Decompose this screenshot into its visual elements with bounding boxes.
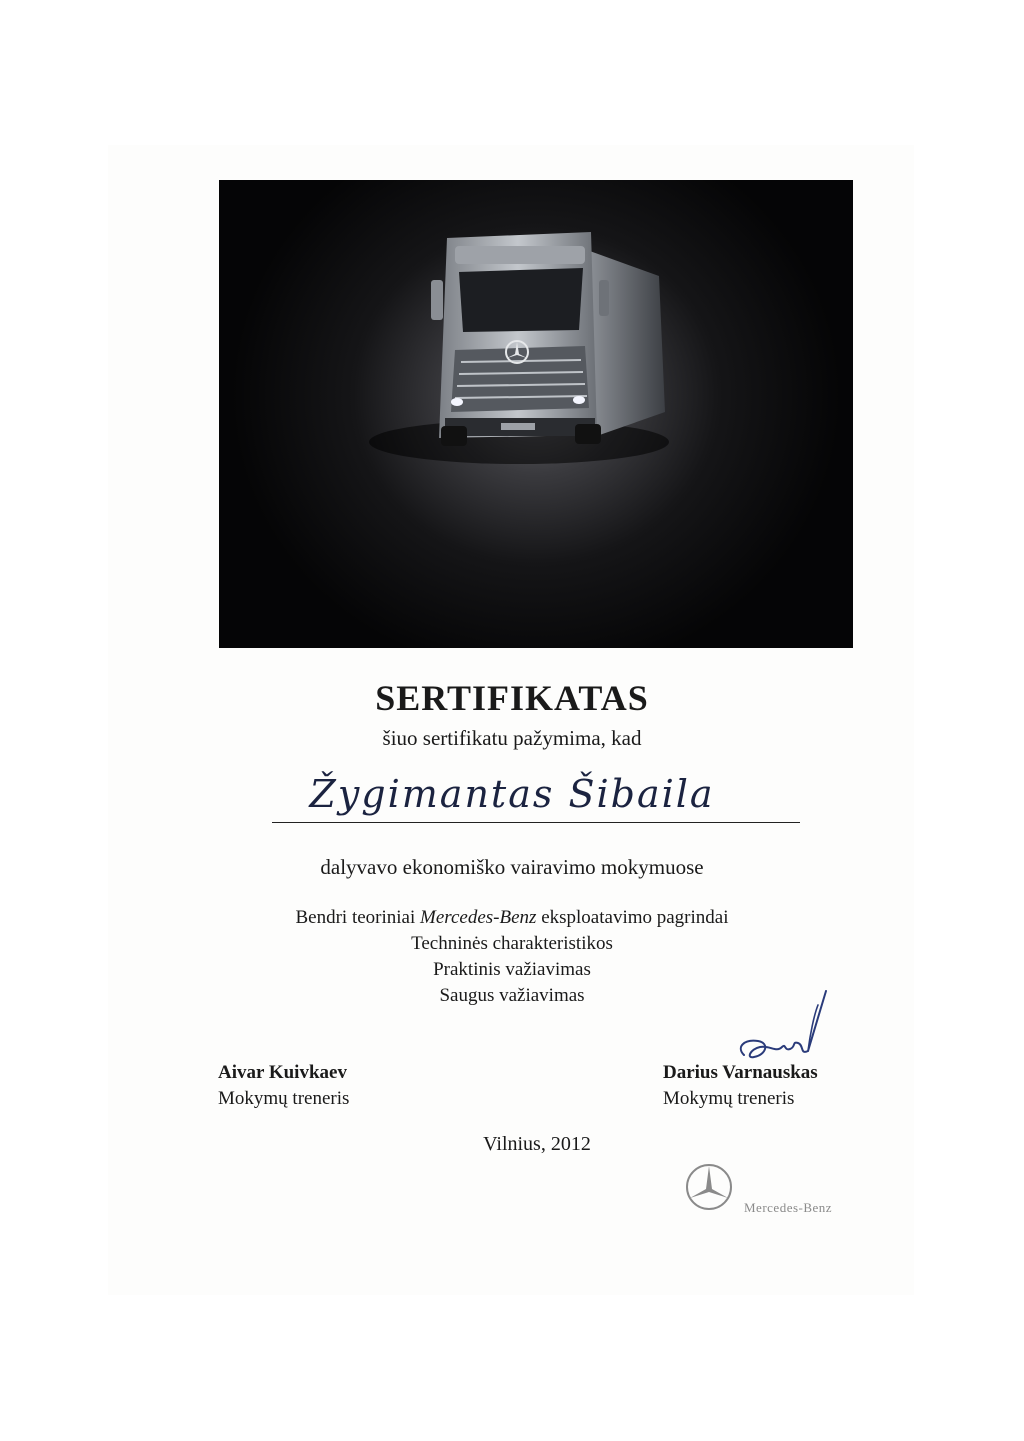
topic-item: Techninės charakteristikos xyxy=(411,933,613,954)
truck-photo xyxy=(219,180,853,648)
mercedes-star-icon xyxy=(684,1162,734,1212)
topic-prefix: Bendri teoriniai xyxy=(295,907,416,928)
topic-suffix: eksploatavimo pagrindai xyxy=(541,907,729,928)
brand-name: Mercedes-Benz xyxy=(744,1200,833,1215)
topic-brand: Mercedes-Benz xyxy=(420,907,537,928)
topics-list xyxy=(0,905,1024,1009)
certificate-title: SERTIFIKATAS xyxy=(375,678,649,718)
participation-text: dalyvavo ekonomiško vairavimo mokymuose xyxy=(320,855,704,879)
truck-illustration xyxy=(219,180,853,648)
topic-item xyxy=(0,905,1024,931)
topic-item: Saugus važiavimas xyxy=(439,985,585,1006)
topic-item: Praktinis važiavimas xyxy=(433,959,591,980)
signer-role: Mokymų treneris xyxy=(218,1088,350,1109)
signer-name: Darius Varnauskas xyxy=(663,1062,818,1083)
signer-right xyxy=(663,1060,818,1112)
place-date: Vilnius, 2012 xyxy=(483,1133,591,1155)
signer-left xyxy=(218,1060,349,1112)
participant-name: Žygimantas Šibaila xyxy=(309,772,715,816)
name-underline xyxy=(272,822,800,823)
signer-name: Aivar Kuivkaev xyxy=(218,1062,347,1083)
certificate-subtitle: šiuo sertifikatu pažymima, kad xyxy=(382,726,642,750)
signer-role: Mokymų treneris xyxy=(663,1088,795,1109)
